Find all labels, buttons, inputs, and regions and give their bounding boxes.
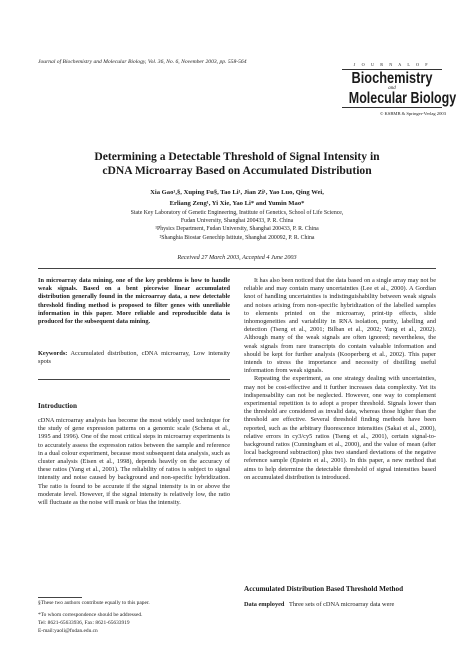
received-dates: Received 27 March 2003, Accepted 4 June 2003	[177, 254, 297, 261]
affiliation-line: ²Shanghia Biostar Genechip Istitute, Shanghai 200092, P. R. China	[159, 234, 315, 241]
journal-citation: Journal of Biochemistry and Molecular Biology, Vol. 36, No. 6, November 2003, pp. 558-564	[38, 59, 247, 65]
right-column-body	[244, 277, 436, 482]
section-heading-method: Accumulated Distribution Based Threshold Method	[244, 585, 404, 593]
abstract	[38, 277, 230, 326]
header-divider	[38, 268, 436, 269]
authors-line-1: Xia Gao¹,§, Xuping Fu§, Tao Li¹, Jian Zi¹, Yao Luo, Qing Wei,	[150, 189, 324, 196]
masthead-rule-bottom	[342, 107, 442, 108]
article-title	[40, 150, 434, 178]
abstract-text: In microarray data mining, one of the key problems is how to handle weak signals. Based on a bent piecewise linear accumulated distribution generally found in the microarray data, a new detectable threshold finding method is proposed to filter genes with unreliable information in this paper. More reliable and reproducible data is produced for the subsequent data mining.	[38, 277, 230, 326]
title-line-1: Determining a Detectable Threshold of Signal Intensity in	[94, 150, 380, 163]
authors-line-2: Erliang Zeng¹, Yi Xie, Yao Li* and Yumin Mao*	[169, 199, 305, 207]
keywords	[38, 350, 230, 366]
abstract-divider	[38, 379, 230, 380]
affiliation-line: Fudan University, Shanghai 200433, P. R. China	[180, 218, 294, 225]
masthead-biochemistry: Biochemistry	[351, 70, 433, 87]
data-employed-text: Three sets of cDNA microarray data were	[289, 601, 395, 608]
footnote-correspondence: *To whom correspondence should be addressed.	[38, 612, 143, 618]
body-paragraph: Repeating the experiment, as one strategy dealing with uncertainties, may not be cost-effective and it further increases data complexity. Yet its indispensability can not be neglected. However, one way to complement experimental repetition is to adopt a proper threshold. Signals lower than the threshold are considered as invalid data, whereas those higher than the threshold are effective. Several threshold finding methods have been reported, such as the arbitrary fluorescence intensities (Sakai et al., 2000), relative errors in cy3/cy5 ratios (Tseng et al., 2001), certain signal-to-background ratios (Cunningham et al., 2000), and the value of mean (after local background subtraction) plus two standard deviations of the negative reference sample (Epstein et al., 2001). In this paper, a new method that aims to help determine the detectable threshold of signal intensities based on accumulated distribution is introduced.	[244, 375, 436, 481]
section-heading-introduction: Introduction	[38, 402, 78, 410]
footnote-rule	[38, 597, 82, 598]
copyright-notice: © KSBMB & Springer-Verlag 2003	[379, 111, 446, 116]
affiliations	[40, 209, 434, 242]
footnote-phone: Tel: 8621-65633936, Fax: 8621-65633919	[38, 620, 130, 626]
keywords-label: Keywords:	[38, 350, 68, 357]
footnote-equal-contribution: §These two authors contribute equally to this paper.	[38, 600, 150, 606]
footnote-email: E-mail:yaoli@fudan.edu.cn	[38, 628, 98, 634]
footnotes	[38, 599, 238, 635]
introduction-body	[38, 417, 230, 507]
data-employed-paragraph	[244, 601, 436, 609]
masthead-journal-of: J O U R N A L O F	[353, 62, 431, 67]
masthead-molecular-biology: Molecular Biology	[348, 90, 457, 107]
title-line-2: cDNA Microarray Based on Accumulated Distribution	[102, 164, 372, 177]
affiliation-line: State Key Laboratory of Genetic Engineering, Institute of Genetics, School of Life Science,	[130, 210, 344, 216]
intro-paragraph: cDNA microarray analysis has become the most widely used technique for the study of gene expression patterns on a genomic scale (Schena et al., 1995 and 1996). One of the most critical steps in microarray experiments is to accurately assess the expression ratios between the sample and reference in a dual colour experiment, because most subsequent data analysis, such as cluster analysis (Eisen et al., 1998), depends heavily on the accuracy of these ratios (Yang et al., 2001). The reliability of ratios is subject to signal intensity and noise caused by background and non-specific hybridization. The ratio is found to be accurate if the signal intensity is in or above the moderate level. However, if the signal intensity is relatively low, the ratio will fluctuate as the noise will mask or bias the intensity.	[38, 417, 230, 507]
body-paragraph: It has also been noticed that the data based on a single array may not be reliable and may contain many uncertainties (Lee et al., 2000). A Gordian knot of handling uncertainties is indistinguishability between weak signals and noises arising from non-specific hybridization of the labelled samples to elements printed on the microarray, print-tip effects, slide inhomogeneities and variability in RNA isolation, purity, labelling and detection (Tseng et al., 2001; Bilban et al., 2002; Yang et al., 2002). Although many of the weak signals are often ignored; nevertheless, the weak signals from rare transcripts do contain valuable information and should be kept for further analysis (Kooperberg et al., 2002). This paper intends to stress the importance and necessity of distilling useful information from weak signals.	[244, 277, 436, 375]
author-list	[40, 188, 434, 209]
masthead-and: and	[388, 86, 396, 91]
journal-masthead	[338, 62, 457, 117]
affiliation-line: ¹Physics Department, Fudan University, Shanghai 200433, P. R. China	[155, 226, 319, 233]
data-employed-label: Data employed	[244, 601, 285, 608]
keywords-text: Accumulated distribution, cDNA microarray, Low intensity spots	[38, 350, 230, 366]
